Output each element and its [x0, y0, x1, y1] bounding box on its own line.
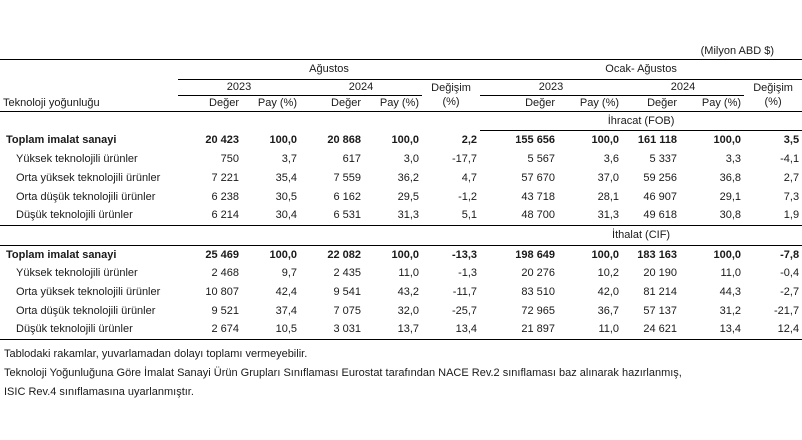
row-label: Yüksek teknolojili ürünler — [16, 153, 138, 166]
table-cell: 10 807 — [205, 286, 239, 299]
table-cell: 57 137 — [643, 304, 678, 317]
table-cell: 43,2 — [397, 286, 419, 299]
row-label: Orta yüksek teknolojili ürünler — [16, 286, 161, 299]
table-cell: 183 163 — [637, 248, 678, 261]
table-cell: 3,7 — [281, 153, 297, 166]
table-cell: 29,5 — [397, 190, 419, 203]
value-col-header: Değer — [480, 95, 558, 111]
table-cell: 6 162 — [333, 190, 361, 203]
table-cell: 11,0 — [558, 320, 622, 339]
table-cell: 36,8 — [719, 171, 742, 184]
section-header-row — [0, 111, 802, 131]
table-cell: 9 521 — [211, 304, 239, 317]
table-cell: 42,0 — [597, 286, 620, 299]
table-cell: 3,3 — [725, 153, 742, 166]
year-2024-aug: 2024 — [300, 79, 422, 95]
table-cell: 20 190 — [643, 267, 678, 280]
header-row-columns — [0, 95, 802, 111]
row-label: Toplam imalat sanayi — [6, 248, 117, 261]
table-cell: 5,1 — [461, 209, 478, 222]
table-cell: 37,4 — [275, 304, 297, 317]
table-cell: 30,5 — [275, 190, 297, 203]
section-title: İhracat (FOB) — [480, 111, 802, 131]
table-cell: 31,2 — [719, 304, 742, 317]
table-cell: -21,7 — [774, 304, 800, 317]
table-cell: 13,4 — [422, 320, 480, 339]
table-row — [0, 169, 802, 188]
table-cell: 46 907 — [643, 190, 678, 203]
table-cell: 2,2 — [461, 134, 478, 147]
trade-table — [0, 59, 802, 340]
table-cell: 750 — [220, 153, 239, 166]
share-col-header: Pay (%) — [242, 95, 300, 111]
table-cell: -25,7 — [451, 304, 478, 317]
table-cell: 9 541 — [333, 286, 361, 299]
table-cell: 31,3 — [597, 209, 620, 222]
table-cell: 100,0 — [713, 134, 742, 147]
table-cell: 5 567 — [527, 153, 556, 166]
table-cell: 1,9 — [783, 209, 800, 222]
table-cell: 6 238 — [211, 190, 239, 203]
table-cell: 20 423 — [205, 134, 239, 147]
table-cell: 28,1 — [597, 190, 620, 203]
table-cell: 31,3 — [397, 209, 419, 222]
row-label: Düşük teknolojili ürünler — [0, 320, 178, 339]
header-row-periods — [0, 60, 802, 80]
table-cell: -4,1 — [780, 153, 800, 166]
table-cell: 11,0 — [398, 267, 419, 280]
row-label-header: Teknoloji yoğunluğu — [0, 95, 178, 111]
table-cell: 32,0 — [397, 304, 419, 317]
table-cell: 36,7 — [597, 304, 620, 317]
table-cell: -13,3 — [451, 248, 478, 261]
table-cell: 6 214 — [211, 209, 239, 222]
share-col-header: Pay (%) — [680, 95, 744, 111]
value-col-header: Değer — [300, 95, 364, 111]
table-row — [0, 188, 802, 207]
table-cell: 155 656 — [515, 134, 556, 147]
table-cell: 24 621 — [622, 320, 680, 339]
row-label: Orta düşük teknolojili ürünler — [16, 304, 156, 317]
table-cell: -17,7 — [451, 153, 478, 166]
year-2023-cum: 2023 — [480, 79, 622, 95]
table-row — [0, 131, 802, 150]
table-row — [0, 302, 802, 321]
table-cell: 20 868 — [327, 134, 361, 147]
table-cell: 48 700 — [521, 209, 556, 222]
table-cell: 6 531 — [333, 209, 361, 222]
table-cell: 3 031 — [300, 320, 364, 339]
value-col-header: Değer — [178, 95, 242, 111]
table-cell: -1,3 — [458, 267, 478, 280]
table-cell: 100,0 — [591, 134, 620, 147]
table-cell: 20 276 — [521, 267, 556, 280]
table-cell: 7,3 — [783, 190, 800, 203]
share-col-header: Pay (%) — [558, 95, 622, 111]
table-cell: 30,4 — [275, 209, 297, 222]
table-cell: -7,8 — [780, 248, 800, 261]
table-row — [0, 245, 802, 264]
table-cell: 2 435 — [333, 267, 361, 280]
footnotes — [4, 345, 682, 402]
table-cell: 2 468 — [211, 267, 239, 280]
period-august: Ağustos — [178, 60, 480, 80]
table-cell: 3,0 — [403, 153, 419, 166]
table-cell: 43 718 — [521, 190, 556, 203]
change-header-aug: Değişim (%) — [422, 79, 480, 111]
table-cell: 29,1 — [719, 190, 742, 203]
table-cell: 10,2 — [597, 267, 620, 280]
table-cell: 2 674 — [178, 320, 242, 339]
table-cell: 30,8 — [719, 209, 742, 222]
table-cell: 44,3 — [719, 286, 742, 299]
table-row — [0, 150, 802, 169]
table-cell: 81 214 — [643, 286, 678, 299]
table-row — [0, 264, 802, 283]
table-cell: 83 510 — [521, 286, 556, 299]
table-cell: 35,4 — [275, 171, 297, 184]
table-cell: -0,4 — [780, 267, 800, 280]
table-cell: 21 897 — [480, 320, 558, 339]
table-cell: 7 221 — [211, 171, 239, 184]
table-cell: 37,0 — [597, 171, 620, 184]
table-cell: 36,2 — [397, 171, 419, 184]
period-jan-aug: Ocak- Ağustos — [480, 60, 802, 80]
table-cell: 25 469 — [205, 248, 239, 261]
table-row — [0, 206, 802, 225]
table-cell: 42,4 — [275, 286, 297, 299]
table-cell: 100,0 — [391, 248, 419, 261]
section-title: İthalat (CIF) — [480, 225, 802, 245]
table-cell: 100,0 — [591, 248, 620, 261]
table-cell: 4,7 — [461, 171, 478, 184]
table-cell: 9,7 — [281, 267, 297, 280]
table-cell: 7 075 — [333, 304, 361, 317]
footnote: Teknoloji Yoğunluğuna Göre İmalat Sanayi Ürün Grupları Sınıflaması Eurostat tarafından NACE Rev.2 sınıflaması baz alınarak hazırlanmış, — [4, 367, 682, 379]
table-cell: 100,0 — [269, 134, 297, 147]
table-cell: 13,4 — [680, 320, 744, 339]
table-cell: 7 559 — [333, 171, 361, 184]
table-cell: 2,7 — [783, 171, 800, 184]
header-row-years — [0, 79, 802, 95]
table-row — [0, 320, 802, 339]
table-cell: 57 670 — [521, 171, 556, 184]
footnote: Tablodaki rakamlar, yuvarlamadan dolayı toplamı vermeyebilir. — [4, 348, 308, 360]
table-cell: 3,6 — [603, 153, 620, 166]
table-cell: -2,7 — [780, 286, 800, 299]
table-cell: 22 082 — [327, 248, 361, 261]
table-cell: 3,5 — [783, 134, 800, 147]
table-cell: 59 256 — [643, 171, 678, 184]
change-header-cum: Değişim (%) — [744, 79, 802, 111]
unit-label: (Milyon ABD $) — [700, 45, 774, 57]
row-label: Orta düşük teknolojili ürünler — [16, 190, 156, 203]
table-cell: 49 618 — [643, 209, 678, 222]
table-cell: 11,0 — [720, 267, 742, 280]
table-row — [0, 283, 802, 302]
table-cell: 100,0 — [269, 248, 297, 261]
table-cell: 12,4 — [744, 320, 802, 339]
table-cell: 100,0 — [391, 134, 419, 147]
row-label: Düşük teknolojili ürünler — [16, 209, 133, 222]
table-cell: 72 965 — [521, 304, 556, 317]
table-cell: 5 337 — [649, 153, 678, 166]
row-label: Yüksek teknolojili ürünler — [16, 267, 138, 280]
table-cell: -11,7 — [452, 286, 478, 299]
table-cell: 617 — [342, 153, 361, 166]
table-cell: -1,2 — [458, 190, 478, 203]
table-cell: 13,7 — [364, 320, 422, 339]
table-cell: 161 118 — [637, 134, 678, 147]
row-label: Orta yüksek teknolojili ürünler — [16, 171, 161, 184]
table-cell: 100,0 — [713, 248, 742, 261]
section-header-row — [0, 225, 802, 245]
footnote: ISIC Rev.4 sınıflamasına uyarlanmıştır. — [4, 386, 194, 398]
table-cell: 198 649 — [515, 248, 556, 261]
year-2023-aug: 2023 — [178, 79, 300, 95]
value-col-header: Değer — [622, 95, 680, 111]
year-2024-cum: 2024 — [622, 79, 744, 95]
share-col-header: Pay (%) — [364, 95, 422, 111]
table-cell: 10,5 — [242, 320, 300, 339]
row-label: Toplam imalat sanayi — [6, 134, 117, 147]
